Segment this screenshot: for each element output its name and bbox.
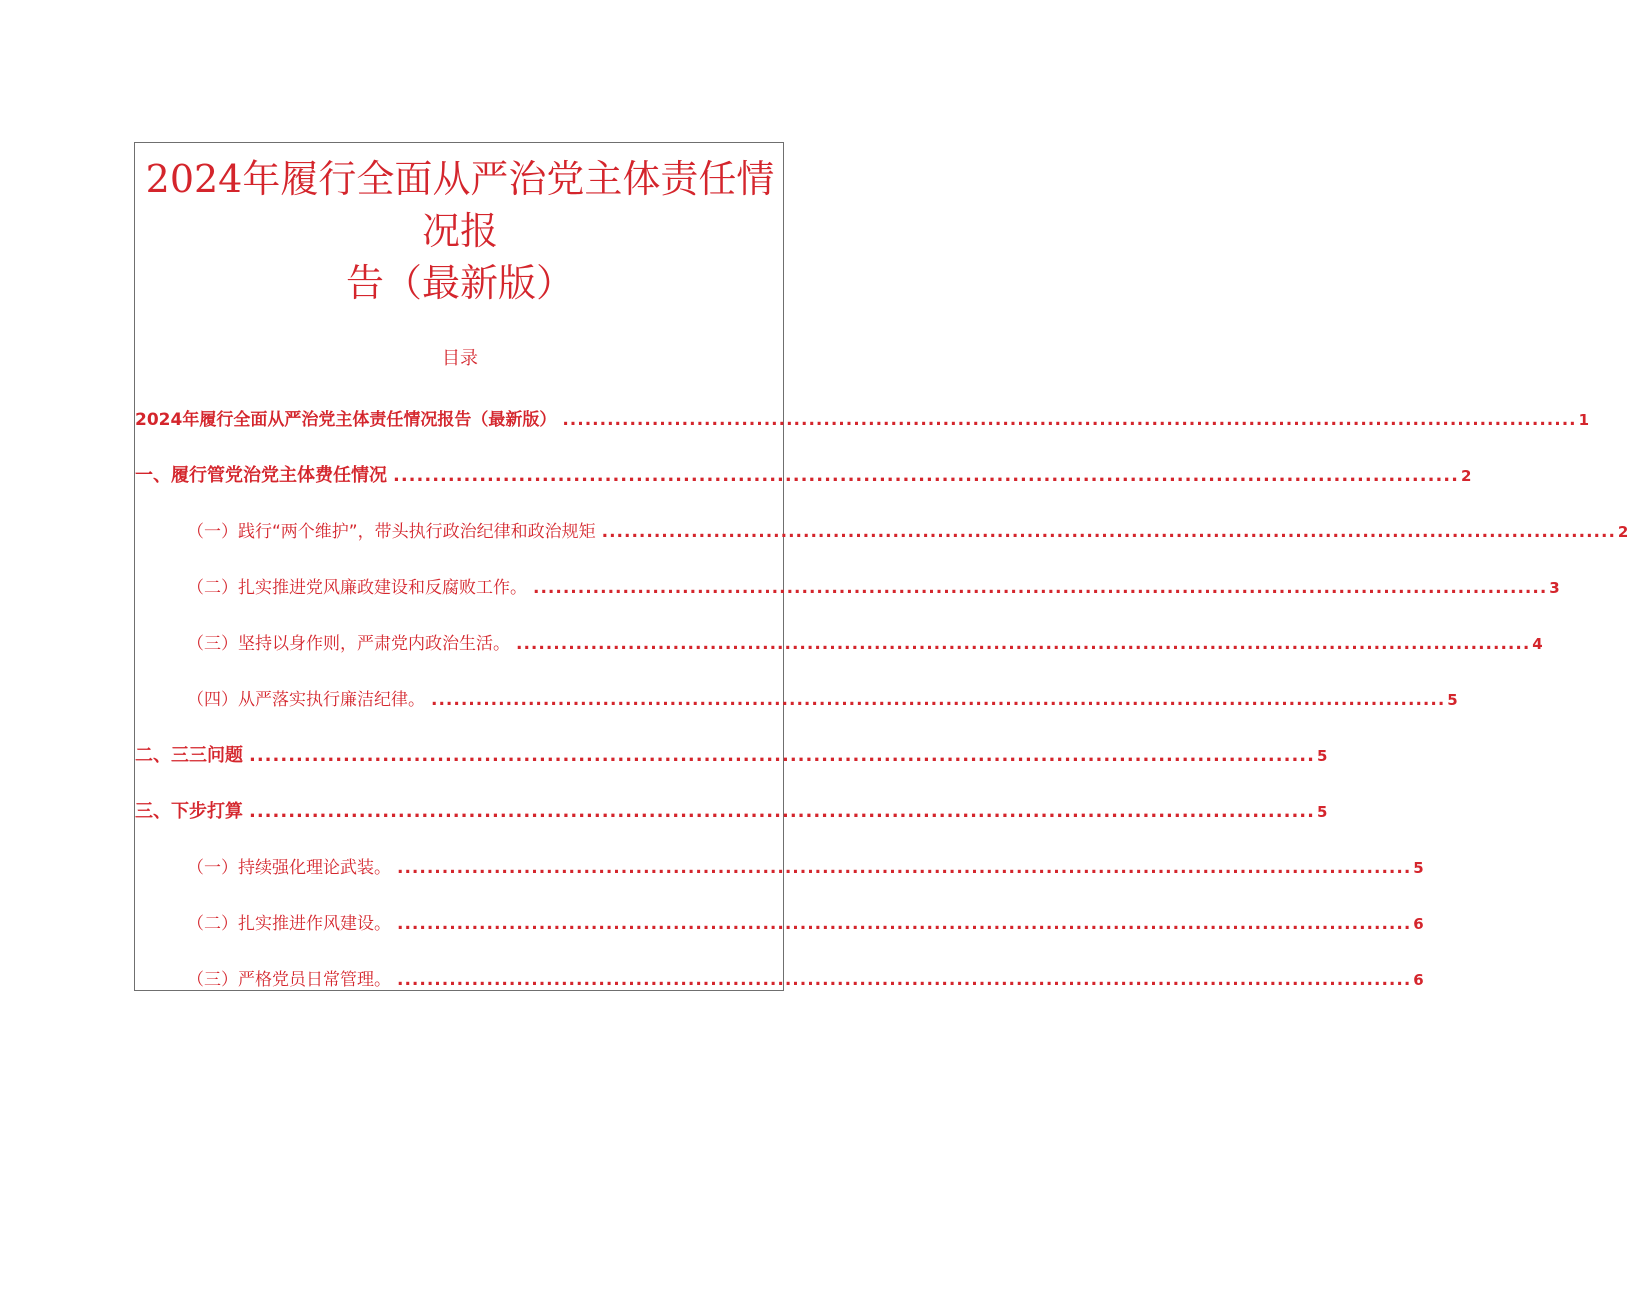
title-line-2: 告（最新版） (345, 261, 574, 305)
toc-dot-leader: ........................................................................................................................................ (397, 970, 1412, 990)
table-of-contents (135, 143, 1628, 992)
title-line-1: 2024年履行全面从严治党主体责任情况报 (145, 157, 775, 253)
toc-page-number: 2 (1617, 523, 1628, 541)
toc-dot-leader: ........................................................................................................................................ (249, 801, 1315, 822)
toc-entry-section-3-1[interactable] (135, 853, 1424, 878)
toc-entry-section-1-3[interactable] (135, 629, 1543, 654)
toc-heading: 目录 (442, 348, 478, 369)
toc-entry-label: （二）扎实推进党风廉政建设和反腐败工作。 (187, 578, 527, 598)
toc-entry-label: 三、下步打算 (135, 801, 243, 822)
toc-dot-leader: ........................................................................................................................................ (533, 578, 1548, 598)
toc-dot-leader: ........................................................................................................................................ (249, 745, 1315, 766)
toc-entry-section-1[interactable] (135, 461, 1472, 487)
toc-entry-section-1-1[interactable] (135, 517, 1628, 542)
toc-dot-leader: ........................................................................................................................................ (397, 914, 1412, 934)
toc-entry-label: （二）扎实推进作风建设。 (187, 914, 391, 934)
toc-page-number: 5 (1447, 691, 1458, 709)
toc-page-number: 5 (1413, 859, 1424, 877)
toc-page-number: 2 (1460, 467, 1472, 485)
toc-entry-section-3-2[interactable] (135, 909, 1424, 934)
toc-page-number: 6 (1413, 971, 1424, 989)
toc-page-number: 5 (1316, 747, 1328, 765)
document-page (134, 142, 1628, 991)
toc-entry-report[interactable] (135, 405, 1590, 430)
toc-entry-label: （三）坚持以身作则，严肃党内政治生活。 (187, 634, 510, 654)
toc-page-number: 6 (1413, 915, 1424, 933)
toc-entry-label: 2024年履行全面从严治党主体责任情况报告（最新版） (135, 410, 557, 430)
toc-dot-leader: ........................................................................................................................................ (516, 634, 1531, 654)
toc-entry-section-3[interactable] (135, 797, 1328, 823)
toc-entry-label: （四）从严落实执行廉洁纪律。 (187, 690, 425, 710)
toc-page-number: 5 (1316, 803, 1328, 821)
toc-entry-section-1-2[interactable] (135, 573, 1560, 598)
toc-dot-leader: ........................................................................................................................................ (393, 465, 1459, 486)
toc-page-number: 3 (1549, 579, 1560, 597)
toc-entry-section-1-4[interactable] (135, 685, 1458, 710)
toc-dot-leader: ........................................................................................................................................ (562, 410, 1577, 430)
toc-entry-section-2[interactable] (135, 741, 1328, 767)
toc-page-number: 1 (1578, 411, 1590, 429)
toc-entry-label: 一、履行管党治党主体费任情况 (135, 465, 387, 486)
toc-entry-label: （一）持续强化理论武装。 (187, 858, 391, 878)
toc-entry-label: 二、三三问题 (135, 745, 243, 766)
toc-entry-label: （三）严格党员日常管理。 (187, 970, 391, 990)
toc-entry-label: （一）践行“两个维护”，带头执行政治纪律和政治规矩 (187, 522, 596, 542)
toc-dot-leader: ........................................................................................................................................ (431, 690, 1446, 710)
toc-dot-leader: ........................................................................................................................................ (601, 522, 1616, 542)
toc-entry-section-3-3[interactable] (135, 965, 1424, 990)
toc-dot-leader: ........................................................................................................................................ (397, 858, 1412, 878)
toc-page-number: 4 (1532, 635, 1543, 653)
